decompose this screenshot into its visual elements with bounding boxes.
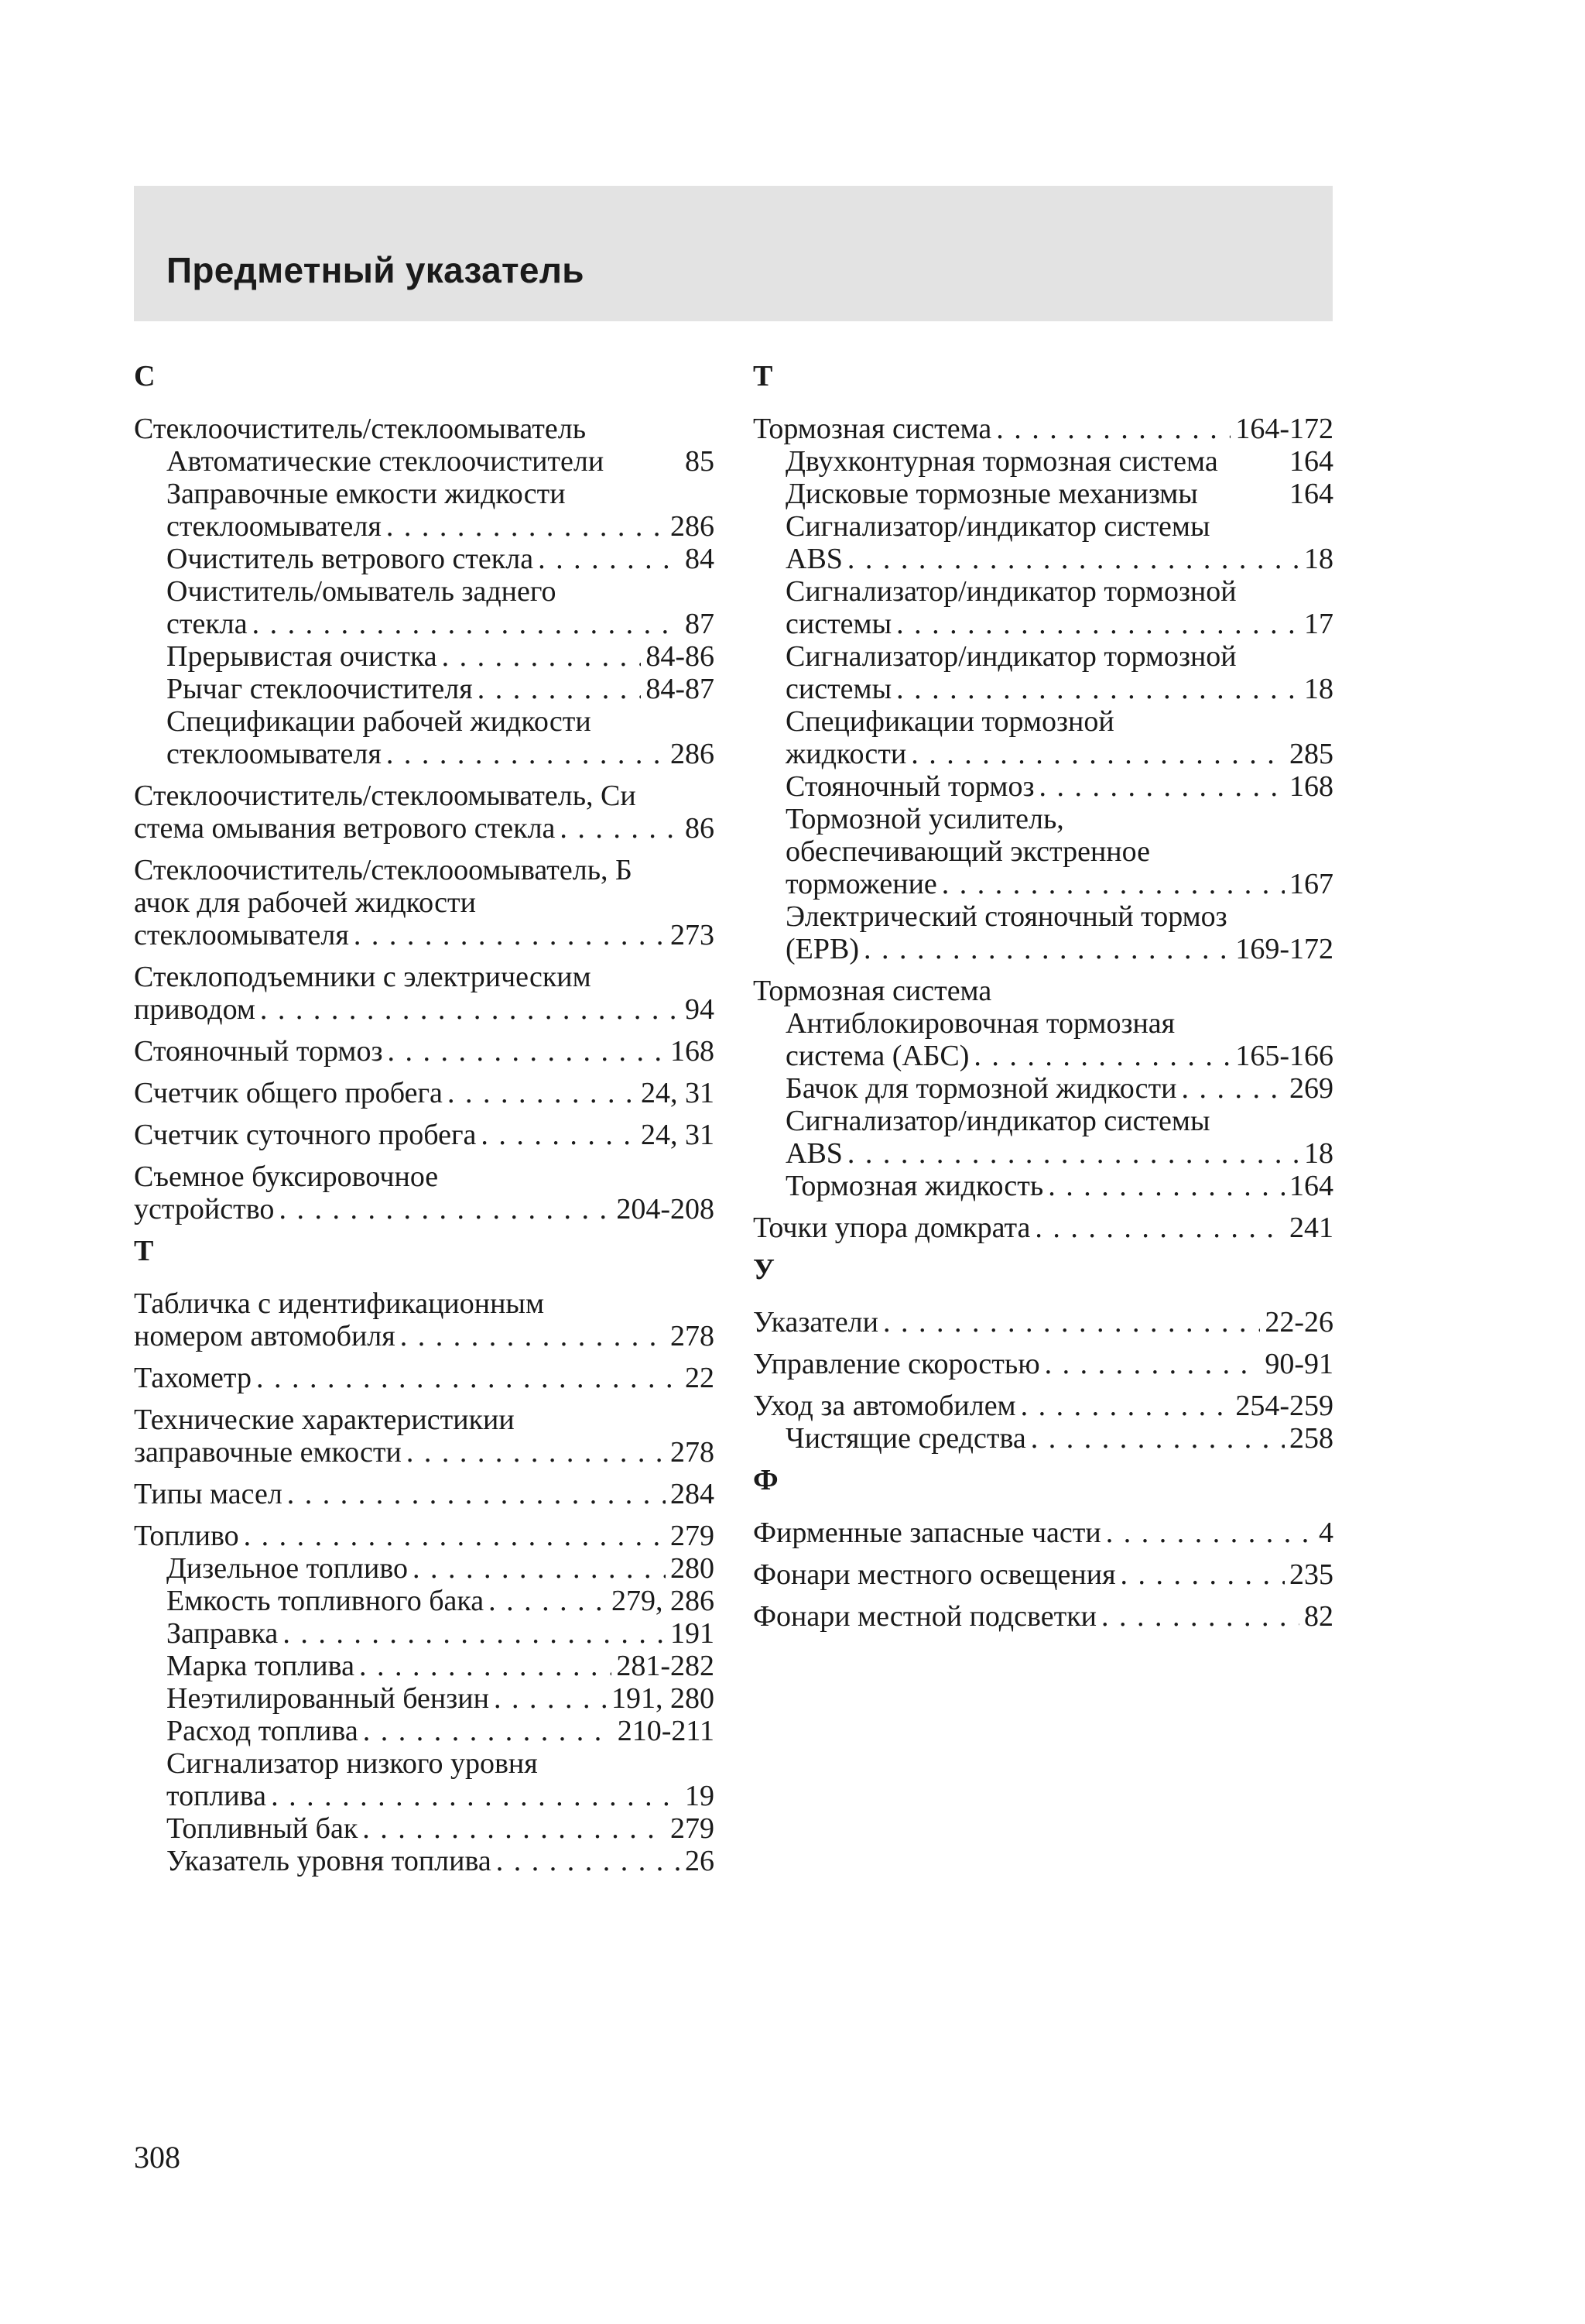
dot-leader <box>256 1362 680 1394</box>
entry-text: обеспечивающий экстренное <box>786 835 1150 868</box>
dot-leader <box>244 1520 666 1552</box>
page-reference: 164 <box>1289 1170 1333 1202</box>
dot-leader <box>387 1035 666 1068</box>
page-reference: 254-259 <box>1235 1390 1333 1422</box>
index-entry-line <box>753 1517 1333 1549</box>
index-entry-line <box>134 1478 714 1510</box>
entry-text: Съемное буксировочное <box>134 1160 439 1193</box>
dot-leader <box>996 413 1231 445</box>
dot-leader <box>1121 1558 1285 1591</box>
index-subentry-line <box>134 1650 714 1682</box>
page-reference: 191 <box>670 1617 714 1650</box>
index-section <box>134 1235 714 1877</box>
index-subentry-line <box>753 738 1333 770</box>
page-reference: 165-166 <box>1235 1040 1333 1072</box>
dot-leader <box>1048 1170 1285 1202</box>
entry-text: Топливо <box>134 1520 239 1552</box>
index-entry <box>134 780 714 845</box>
entry-text: Очиститель/омыватель заднего <box>166 575 556 608</box>
page-number: 308 <box>134 2140 180 2175</box>
entry-text: Технические характеристикии <box>134 1404 515 1436</box>
entry-text: стекла <box>166 608 248 640</box>
page-reference: 18 <box>1304 543 1333 575</box>
page-reference: 86 <box>685 812 714 845</box>
entry-text: стема омывания ветрового стекла <box>134 812 556 845</box>
dot-leader <box>386 738 666 770</box>
dot-leader <box>354 919 666 951</box>
dot-leader <box>400 1320 666 1352</box>
entry-text: Спецификации рабочей жидкости <box>166 705 591 738</box>
index-subentry-line <box>134 445 714 478</box>
dot-leader <box>363 1715 613 1747</box>
index-entry <box>134 413 714 770</box>
index-subentry-line <box>134 543 714 575</box>
dot-leader <box>362 1812 666 1845</box>
entry-text: Прерывистая очистка <box>166 640 437 673</box>
index-subentry-line <box>134 510 714 543</box>
index-entry <box>134 1478 714 1510</box>
entry-text: Топливный бак <box>166 1812 358 1845</box>
entry-text: Указатели <box>753 1306 878 1339</box>
index-entry-line <box>134 1362 714 1394</box>
page-reference: 235 <box>1289 1558 1333 1591</box>
index-subentry-line <box>753 705 1333 738</box>
entry-text: Стояночный тормоз <box>786 770 1035 803</box>
index-entry-line <box>134 1320 714 1352</box>
entry-text: Автоматические стеклоочистители <box>166 445 604 478</box>
index-subentry-line <box>134 1617 714 1650</box>
entry-text: Тормозная система <box>753 975 992 1007</box>
dot-leader <box>260 993 680 1026</box>
index-entry <box>134 1362 714 1394</box>
index-subentry-line <box>134 1845 714 1877</box>
index-subentry-line <box>134 1812 714 1845</box>
index-entry <box>134 961 714 1026</box>
page-reference: 22-26 <box>1265 1306 1333 1339</box>
entry-text: ачок для рабочей жидкости <box>134 886 476 919</box>
entry-text: жидкости <box>786 738 907 770</box>
dot-leader <box>488 1585 607 1617</box>
page-reference: 241 <box>1289 1212 1333 1244</box>
dot-leader <box>406 1436 666 1469</box>
index-column-right <box>753 360 1333 1642</box>
dot-leader <box>1045 1348 1261 1380</box>
index-subentry-line <box>753 640 1333 673</box>
entry-text: система (АБС) <box>786 1040 970 1072</box>
index-subentry-line <box>753 478 1333 510</box>
entry-text: ABS <box>786 543 843 575</box>
dot-leader <box>282 1617 666 1650</box>
index-subentry-line <box>134 1780 714 1812</box>
entry-text: Бачок для тормозной жидкости <box>786 1072 1177 1105</box>
entry-text: Дисковые тормозные механизмы <box>786 478 1198 510</box>
entry-text: Сигнализатор/индикатор системы <box>786 510 1210 543</box>
index-entry <box>753 1306 1333 1339</box>
index-section <box>134 360 714 1225</box>
page-reference: 18 <box>1304 1137 1333 1170</box>
entry-text: Управление скоростью <box>753 1348 1040 1380</box>
entry-text: стеклоомывателя <box>166 738 382 770</box>
entry-text: Сигнализатор низкого уровня <box>166 1747 538 1780</box>
entry-text: системы <box>786 608 892 640</box>
index-subentry-line <box>134 478 714 510</box>
entry-text: Уход за автомобилем <box>753 1390 1016 1422</box>
index-section <box>753 1464 1333 1633</box>
entry-text: Типы масел <box>134 1478 282 1510</box>
index-subentry-line <box>134 608 714 640</box>
entry-text: Емкость топливного бака <box>166 1585 484 1617</box>
entry-text: Расход топлива <box>166 1715 358 1747</box>
page-reference: 94 <box>685 993 714 1026</box>
entry-text: Стеклоочиститель/стеклоомыватель, Си <box>134 780 636 812</box>
index-entry <box>134 1077 714 1109</box>
index-subentry-line <box>753 770 1333 803</box>
page-reference: 278 <box>670 1320 714 1352</box>
entry-text: Заправочные емкости жидкости <box>166 478 566 510</box>
page-reference: 18 <box>1304 673 1333 705</box>
index-entry-line <box>134 1436 714 1469</box>
index-entry <box>753 413 1333 965</box>
index-entry <box>134 1160 714 1225</box>
entry-text: Тормозная система <box>753 413 992 445</box>
entry-text: Спецификации тормозной <box>786 705 1114 738</box>
index-entry <box>753 1600 1333 1633</box>
page-reference: 169-172 <box>1235 933 1333 965</box>
entry-text: Стеклоочиститель/стеклооомыватель, Б <box>134 854 632 886</box>
dot-leader <box>864 933 1231 965</box>
entry-text: (EPB) <box>786 933 859 965</box>
index-entry-line <box>753 413 1333 445</box>
index-subentry-line <box>753 543 1333 575</box>
index-entry-line <box>134 1035 714 1068</box>
dot-leader <box>252 608 680 640</box>
index-subentry-line <box>753 673 1333 705</box>
dot-leader <box>896 673 1299 705</box>
index-entry-line <box>134 1287 714 1320</box>
index-entry <box>753 1348 1333 1380</box>
dot-leader <box>1031 1422 1285 1455</box>
entry-text: Стеклоочиститель/стеклоомыватель <box>134 413 587 445</box>
page-reference: 84 <box>685 543 714 575</box>
index-entry-line <box>134 961 714 993</box>
page-reference: 17 <box>1304 608 1333 640</box>
entry-text: Стояночный тормоз <box>134 1035 383 1068</box>
page-reference: 279 <box>670 1812 714 1845</box>
entry-text: стеклоомывателя <box>166 510 382 543</box>
index-entry-line <box>134 780 714 812</box>
page-reference: 90-91 <box>1265 1348 1333 1380</box>
index-subentry-line <box>134 1747 714 1780</box>
index-subentry-line <box>753 1170 1333 1202</box>
page-title: Предметный указатель <box>166 250 584 290</box>
page-reference: 280 <box>670 1552 714 1585</box>
index-subentry-line <box>134 705 714 738</box>
page-reference: 168 <box>670 1035 714 1068</box>
dot-leader <box>447 1077 636 1109</box>
entry-text: Дизельное топливо <box>166 1552 409 1585</box>
page-reference: 22 <box>685 1362 714 1394</box>
entry-text: Фонари местной подсветки <box>753 1600 1097 1633</box>
dot-leader <box>279 1193 611 1225</box>
page-reference: 279, 286 <box>611 1585 714 1617</box>
index-subentry-line <box>753 868 1333 900</box>
section-letter: Т <box>753 360 773 392</box>
index-entry-line <box>134 1077 714 1109</box>
dot-leader <box>896 608 1299 640</box>
index-subentry-line <box>753 608 1333 640</box>
entry-text: Табличка с идентификационным <box>134 1287 544 1320</box>
entry-text: Тормозная жидкость <box>786 1170 1044 1202</box>
dot-leader <box>1182 1072 1285 1105</box>
index-entry <box>134 1035 714 1068</box>
index-subentry-line <box>134 673 714 705</box>
dot-leader <box>1106 1517 1314 1549</box>
index-entry-line <box>134 1160 714 1193</box>
page-reference: 26 <box>685 1845 714 1877</box>
index-entry <box>134 854 714 951</box>
index-subentry-line <box>753 510 1333 543</box>
entry-text: Счетчик общего пробега <box>134 1077 443 1109</box>
index-entry <box>753 1390 1333 1455</box>
dot-leader <box>287 1478 666 1510</box>
entry-text: Точки упора домкрата <box>753 1212 1031 1244</box>
page-reference: 285 <box>1289 738 1333 770</box>
dot-leader <box>413 1552 666 1585</box>
index-subentry-line <box>753 1137 1333 1170</box>
entry-text: Фонари местного освещения <box>753 1558 1116 1591</box>
dot-leader <box>847 1137 1299 1170</box>
page-reference: 273 <box>670 919 714 951</box>
entry-text: Сигнализатор/индикатор тормозной <box>786 575 1237 608</box>
page-reference: 87 <box>685 608 714 640</box>
index-subentry-line <box>753 1422 1333 1455</box>
index-subentry-line <box>753 1072 1333 1105</box>
index-subentry-line <box>753 1040 1333 1072</box>
index-entry <box>134 1287 714 1352</box>
entry-text: Стеклоподъемники с электрическим <box>134 961 591 993</box>
entry-text: Неэтилированный бензин <box>166 1682 489 1715</box>
page-reference: 269 <box>1289 1072 1333 1105</box>
index-entry-line <box>134 854 714 886</box>
entry-text: устройство <box>134 1193 275 1225</box>
index-subentry-line <box>753 803 1333 835</box>
page-reference: 85 <box>685 445 714 478</box>
page-reference: 164 <box>1289 445 1333 478</box>
index-subentry-line <box>753 1007 1333 1040</box>
entry-text: Двухконтурная тормозная система <box>786 445 1218 478</box>
entry-text: ABS <box>786 1137 843 1170</box>
section-letter: С <box>134 360 156 392</box>
index-subentry-line <box>134 1552 714 1585</box>
index-section <box>753 360 1333 1244</box>
entry-text: топлива <box>166 1780 267 1812</box>
index-entry-line <box>753 1600 1333 1633</box>
dot-leader <box>942 868 1285 900</box>
page-reference: 164 <box>1289 478 1333 510</box>
index-entry <box>134 1404 714 1469</box>
index-entry-line <box>134 413 714 445</box>
dot-leader <box>911 738 1285 770</box>
page-reference: 164-172 <box>1235 413 1333 445</box>
dot-leader <box>496 1845 680 1877</box>
entry-text: Заправка <box>166 1617 279 1650</box>
index-subentry-line <box>134 1682 714 1715</box>
entry-text: номером автомобиля <box>134 1320 395 1352</box>
index-entry-line <box>753 1306 1333 1339</box>
index-entry <box>753 1558 1333 1591</box>
index-subentry-line <box>134 640 714 673</box>
entry-text: Тахометр <box>134 1362 252 1394</box>
entry-text: торможение <box>786 868 937 900</box>
index-entry-line <box>753 1212 1333 1244</box>
section-letter: Ф <box>753 1464 779 1496</box>
dot-leader <box>1101 1600 1299 1633</box>
entry-text: стеклоомывателя <box>134 919 349 951</box>
page-reference: 4 <box>1319 1517 1333 1549</box>
page-reference: 84-86 <box>645 640 714 673</box>
index-subentry-line <box>753 900 1333 933</box>
dot-leader <box>847 543 1299 575</box>
entry-text: Указатель уровня топлива <box>166 1845 491 1877</box>
dot-leader <box>481 1119 636 1151</box>
index-entry-line <box>134 1119 714 1151</box>
dot-leader <box>271 1780 680 1812</box>
entry-text: приводом <box>134 993 255 1026</box>
page-reference: 82 <box>1304 1600 1333 1633</box>
dot-leader <box>1039 770 1285 803</box>
index-entry-line <box>753 1348 1333 1380</box>
dot-leader <box>359 1650 611 1682</box>
dot-leader <box>538 543 680 575</box>
index-subentry-line <box>753 835 1333 868</box>
page-reference: 279 <box>670 1520 714 1552</box>
page-reference: 24, 31 <box>641 1119 714 1151</box>
entry-text: Тормозной усилитель, <box>786 803 1064 835</box>
index-entry-line <box>753 1558 1333 1591</box>
page-reference: 24, 31 <box>641 1077 714 1109</box>
index-subentry-line <box>753 1105 1333 1137</box>
entry-text: Фирменные запасные части <box>753 1517 1101 1549</box>
index-entry <box>753 1517 1333 1549</box>
index-entry <box>134 1119 714 1151</box>
index-column-left <box>134 360 714 1887</box>
index-entry-line <box>134 1520 714 1552</box>
header-band <box>134 186 1333 321</box>
index-subentry-line <box>134 738 714 770</box>
page-reference: 167 <box>1289 868 1333 900</box>
index-entry-line <box>134 1193 714 1225</box>
dot-leader <box>1035 1212 1285 1244</box>
index-subentry-line <box>134 1585 714 1617</box>
index-section <box>753 1253 1333 1455</box>
entry-text: системы <box>786 673 892 705</box>
page-reference: 210-211 <box>617 1715 714 1747</box>
entry-text: Электрический стояночный тормоз <box>786 900 1227 933</box>
page-reference: 168 <box>1289 770 1333 803</box>
page-reference: 204-208 <box>616 1193 714 1225</box>
dot-leader <box>442 640 642 673</box>
entry-text: Сигнализатор/индикатор тормозной <box>786 640 1237 673</box>
page-reference: 281-282 <box>616 1650 714 1682</box>
index-subentry-line <box>134 575 714 608</box>
entry-text: Сигнализатор/индикатор системы <box>786 1105 1210 1137</box>
page-reference: 191, 280 <box>611 1682 714 1715</box>
index-entry <box>753 975 1333 1202</box>
index-subentry-line <box>753 575 1333 608</box>
page-reference: 258 <box>1289 1422 1333 1455</box>
index-entry-line <box>134 886 714 919</box>
page-reference: 84-87 <box>645 673 714 705</box>
index-subentry-line <box>753 933 1333 965</box>
section-letter: У <box>753 1253 775 1286</box>
dot-leader <box>478 673 642 705</box>
entry-text: Счетчик суточного пробега <box>134 1119 477 1151</box>
entry-text: Чистящие средства <box>786 1422 1026 1455</box>
entry-text: Марка топлива <box>166 1650 354 1682</box>
section-letter: Т <box>134 1235 154 1267</box>
page-reference: 19 <box>685 1780 714 1812</box>
dot-leader <box>1021 1390 1231 1422</box>
index-entry <box>134 1520 714 1877</box>
entry-text: Очиститель ветрового стекла <box>166 543 534 575</box>
index-entry-line <box>753 1390 1333 1422</box>
index-entry <box>753 1212 1333 1244</box>
index-entry-line <box>753 975 1333 1007</box>
index-subentry-line <box>753 445 1333 478</box>
page-reference: 278 <box>670 1436 714 1469</box>
index-entry-line <box>134 1404 714 1436</box>
entry-text: заправочные емкости <box>134 1436 402 1469</box>
dot-leader <box>560 812 680 845</box>
page-reference: 286 <box>670 738 714 770</box>
page-reference: 284 <box>670 1478 714 1510</box>
entry-text: Антиблокировочная тормозная <box>786 1007 1176 1040</box>
index-entry-line <box>134 993 714 1026</box>
index-entry-line <box>134 919 714 951</box>
index-subentry-line <box>134 1715 714 1747</box>
dot-leader <box>386 510 666 543</box>
dot-leader <box>883 1306 1260 1339</box>
page-reference: 286 <box>670 510 714 543</box>
index-entry-line <box>134 812 714 845</box>
entry-text: Рычаг стеклоочистителя <box>166 673 473 705</box>
dot-leader <box>974 1040 1231 1072</box>
dot-leader <box>494 1682 607 1715</box>
